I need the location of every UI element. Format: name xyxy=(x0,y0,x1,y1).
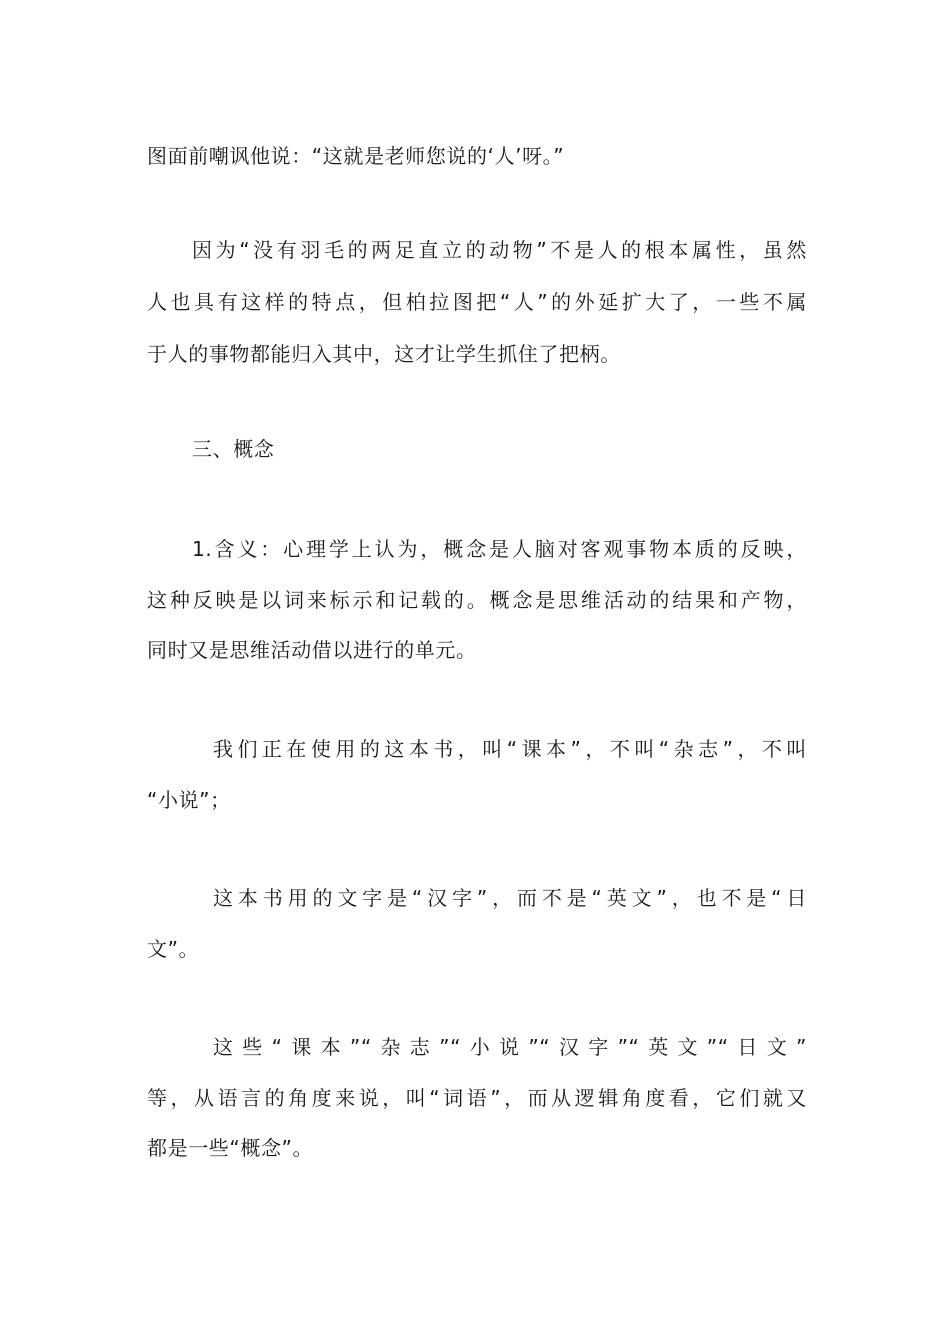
paragraph-line: 人也具有这样的特点，但柏拉图把“人”的外延扩大了，一些不属 xyxy=(147,290,807,314)
paragraph-line: 同时又是思维活动借以进行的单元。 xyxy=(147,638,477,662)
paragraph-line: 都是一些“概念”。 xyxy=(147,1136,314,1160)
section-heading: 三、概念 xyxy=(192,437,275,461)
paragraph-line: 这些“课本”“杂志”“小说”“汉字”“英文”“日文” xyxy=(213,1035,807,1059)
paragraph-line: 1.含义：心理学上认为，概念是人脑对客观事物本质的反映， xyxy=(192,537,807,561)
paragraph-line: 这本书用的文字是“汉字”，而不是“英文”，也不是“日 xyxy=(213,886,807,910)
paragraph-line: 图面前嘲讽他说：“这就是老师您说的‘人’呀。” xyxy=(147,144,565,168)
paragraph-line: 文”。 xyxy=(147,937,200,961)
paragraph-line: 于人的事物都能归入其中，这才让学生抓住了把柄。 xyxy=(147,342,621,366)
paragraph-line: 我们正在使用的这本书，叫“课本”，不叫“杂志”，不叫 xyxy=(213,737,807,761)
paragraph-line: 等，从语言的角度来说，叫“词语”，而从逻辑角度看，它们就又 xyxy=(147,1086,807,1110)
paragraph-line: 这种反映是以词来标示和记载的。概念是思维活动的结果和产物， xyxy=(147,588,807,612)
paragraph-line: 因为“没有羽毛的两足直立的动物”不是人的根本属性，虽然 xyxy=(192,238,807,262)
paragraph-line: “小说”； xyxy=(147,788,231,812)
